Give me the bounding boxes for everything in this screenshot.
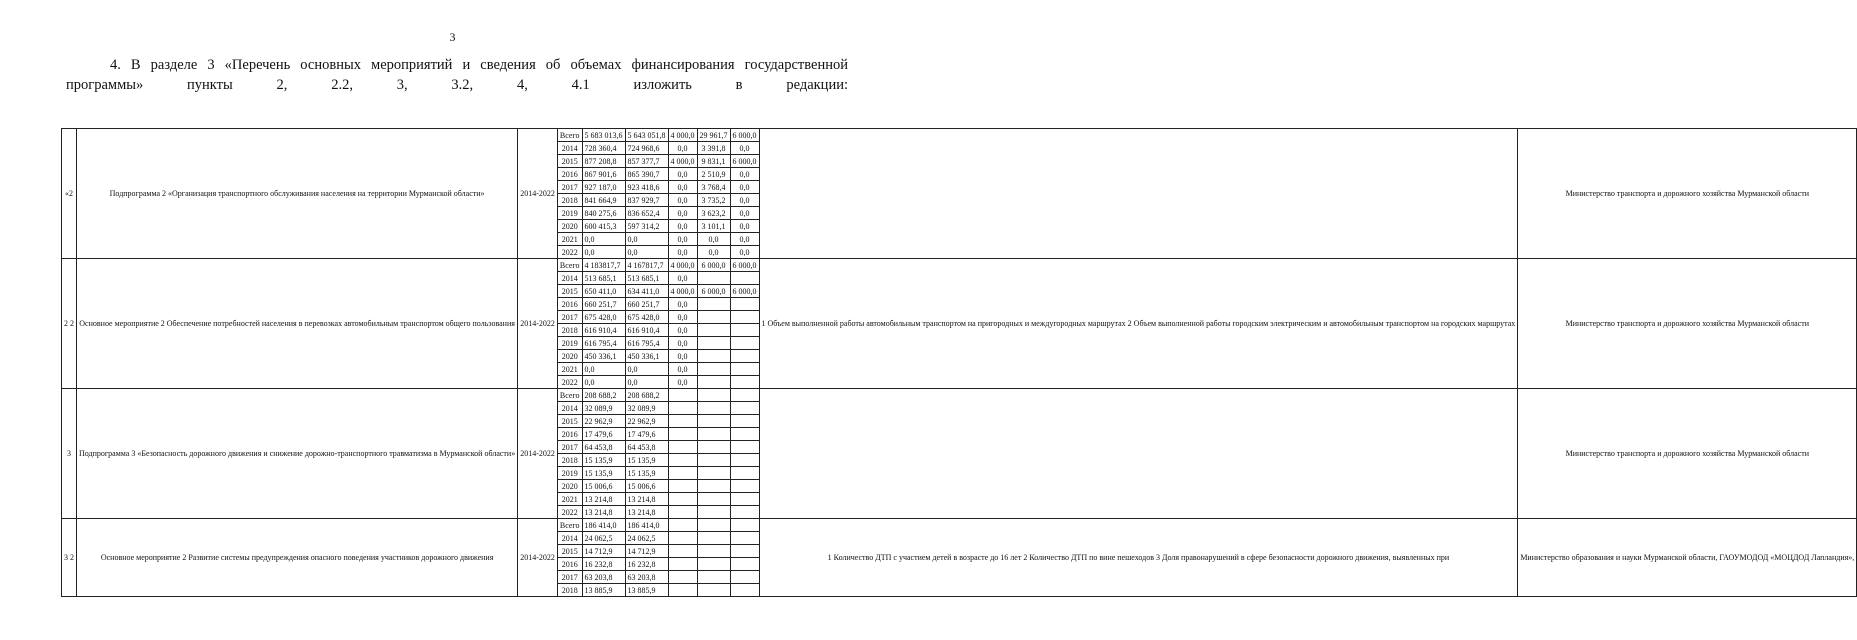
local-budget-cell [697,480,730,493]
year-cell: 2017 [557,311,582,324]
block-name: Основное мероприятие 2 Развитие системы предупреждения опасного поведения участников дорожного движения [77,519,518,597]
total-cell: 22 962,9 [582,415,625,428]
extra-budget-cell: 0,0 [730,207,759,220]
extra-budget-cell [730,467,759,480]
total-cell: 660 251,7 [582,298,625,311]
extra-budget-cell: 0,0 [730,168,759,181]
total-cell: 4 183817,7 [582,259,625,272]
regional-budget-cell: 32 089,9 [625,402,668,415]
federal-budget-cell: 0,0 [668,376,697,389]
extra-budget-cell [730,415,759,428]
intro-paragraph: 4. В разделе 3 «Перечень основных мероприятий и сведения об объемах финансирования государственной программы» пункты 2, 2.2, 3, 3.2, 4, 4.1 изложить в редакции: [66,57,848,93]
regional-budget-cell: 4 167817,7 [625,259,668,272]
local-budget-cell [697,584,730,597]
total-cell: 15 135,9 [582,454,625,467]
local-budget-cell [697,454,730,467]
year-cell: 2021 [557,233,582,246]
block-responsible: Министерство транспорта и дорожного хозяйства Мурманской области [1518,259,1857,389]
local-budget-cell [697,506,730,519]
local-budget-cell: 29 961,7 [697,129,730,142]
total-cell: 208 688,2 [582,389,625,402]
federal-budget-cell: 0,0 [668,337,697,350]
regional-budget-cell: 0,0 [625,363,668,376]
extra-budget-cell: 6 000,0 [730,259,759,272]
total-cell: 650 411,0 [582,285,625,298]
total-cell: 0,0 [582,246,625,259]
year-cell: 2022 [557,376,582,389]
federal-budget-cell [668,545,697,558]
block-name: Основное мероприятие 2 Обеспечение потребностей населения в перевозках автомобильным транспортом общего пользования [77,259,518,389]
regional-budget-cell: 0,0 [625,233,668,246]
regional-budget-cell: 0,0 [625,246,668,259]
extra-budget-cell [730,506,759,519]
year-cell: 2016 [557,298,582,311]
extra-budget-cell: 0,0 [730,181,759,194]
year-cell: 2014 [557,402,582,415]
year-cell: 2017 [557,571,582,584]
federal-budget-cell [668,415,697,428]
block-number: 3 2 [62,519,77,597]
federal-budget-cell: 0,0 [668,168,697,181]
regional-budget-cell: 13 214,8 [625,493,668,506]
total-cell: 840 275,6 [582,207,625,220]
local-budget-cell [697,350,730,363]
local-budget-cell: 3 101,1 [697,220,730,233]
extra-budget-cell [730,311,759,324]
federal-budget-cell [668,571,697,584]
block-responsible: Министерство транспорта и дорожного хозяйства Мурманской области [1518,129,1857,259]
total-cell: 63 203,8 [582,571,625,584]
federal-budget-cell: 0,0 [668,194,697,207]
extra-budget-cell: 6 000,0 [730,285,759,298]
year-cell: 2014 [557,532,582,545]
extra-budget-cell [730,584,759,597]
year-cell: 2015 [557,545,582,558]
local-budget-cell [697,493,730,506]
federal-budget-cell [668,519,697,532]
local-budget-cell [697,428,730,441]
table-row [62,259,1857,272]
year-cell: 2020 [557,480,582,493]
year-cell: 2016 [557,168,582,181]
federal-budget-cell: 0,0 [668,311,697,324]
local-budget-cell: 0,0 [697,233,730,246]
year-cell: 2017 [557,441,582,454]
block-indicator: 1 Количество ДТП с участием детей в возрасте до 16 лет 2 Количество ДТП по вине пешеходов 3 Доля правонарушений в сфере безопасности дорожного движения, выявленных при [759,519,1518,597]
local-budget-cell: 2 510,9 [697,168,730,181]
regional-budget-cell: 660 251,7 [625,298,668,311]
block-indicator: 1 Объем выполненной работы автомобильным транспортом на пригородных и междугородных маршрутах 2 Объем выполненной работы городским электрическим и автомобильным транспортом на городских маршрутах [759,259,1518,389]
extra-budget-cell [730,454,759,467]
federal-budget-cell: 0,0 [668,142,697,155]
regional-budget-cell: 837 929,7 [625,194,668,207]
federal-budget-cell: 0,0 [668,363,697,376]
block-number: 3 [62,389,77,519]
extra-budget-cell [730,441,759,454]
year-cell: 2015 [557,285,582,298]
local-budget-cell [697,389,730,402]
total-cell: 13 214,8 [582,506,625,519]
total-cell: 16 232,8 [582,558,625,571]
block-responsible: Министерство транспорта и дорожного хозяйства Мурманской области [1518,389,1857,519]
table-row [62,519,1857,532]
total-cell: 877 208,8 [582,155,625,168]
federal-budget-cell: 4 000,0 [668,129,697,142]
block-name: Подпрограмма 3 «Безопасность дорожного движения и снижение дорожно-транспортного травматизма в Мурманской области» [77,389,518,519]
year-cell: 2020 [557,350,582,363]
federal-budget-cell [668,584,697,597]
federal-budget-cell: 0,0 [668,207,697,220]
year-cell: 2021 [557,363,582,376]
local-budget-cell [697,415,730,428]
local-budget-cell [697,376,730,389]
year-cell: 2018 [557,324,582,337]
total-cell: 14 712,9 [582,545,625,558]
local-budget-cell [697,467,730,480]
federal-budget-cell [668,428,697,441]
extra-budget-cell: 0,0 [730,233,759,246]
regional-budget-cell: 63 203,8 [625,571,668,584]
block-period: 2014-2022 [518,259,558,389]
local-budget-cell [697,441,730,454]
year-cell: 2016 [557,558,582,571]
year-cell: Всего [557,519,582,532]
extra-budget-cell [730,428,759,441]
regional-budget-cell: 208 688,2 [625,389,668,402]
extra-budget-cell [730,519,759,532]
block-period: 2014-2022 [518,129,558,259]
year-cell: 2020 [557,220,582,233]
block-responsible: Министерство образования и науки Мурманской области, ГАОУМОДОД «МОЦДОД Лапландия», [1518,519,1857,597]
year-cell: 2019 [557,337,582,350]
extra-budget-cell [730,493,759,506]
total-cell: 450 336,1 [582,350,625,363]
extra-budget-cell [730,558,759,571]
federal-budget-cell [668,493,697,506]
total-cell: 24 062,5 [582,532,625,545]
local-budget-cell: 0,0 [697,246,730,259]
total-cell: 5 683 013,6 [582,129,625,142]
total-cell: 867 901,6 [582,168,625,181]
program-table [61,128,1857,597]
extra-budget-cell: 0,0 [730,194,759,207]
total-cell: 13 885,9 [582,584,625,597]
local-budget-cell: 3 735,2 [697,194,730,207]
extra-budget-cell [730,337,759,350]
regional-budget-cell: 24 062,5 [625,532,668,545]
year-cell: 2018 [557,454,582,467]
total-cell: 64 453,8 [582,441,625,454]
extra-budget-cell: 6 000,0 [730,129,759,142]
block-period: 2014-2022 [518,519,558,597]
local-budget-cell [697,337,730,350]
federal-budget-cell [668,532,697,545]
federal-budget-cell: 0,0 [668,233,697,246]
regional-budget-cell: 15 006,6 [625,480,668,493]
federal-budget-cell [668,389,697,402]
extra-budget-cell [730,402,759,415]
total-cell: 513 685,1 [582,272,625,285]
year-cell: Всего [557,129,582,142]
federal-budget-cell [668,480,697,493]
regional-budget-cell: 675 428,0 [625,311,668,324]
total-cell: 0,0 [582,233,625,246]
local-budget-cell [697,558,730,571]
federal-budget-cell: 4 000,0 [668,285,697,298]
year-cell: 2021 [557,493,582,506]
total-cell: 0,0 [582,376,625,389]
local-budget-cell [697,311,730,324]
federal-budget-cell [668,402,697,415]
federal-budget-cell: 0,0 [668,220,697,233]
regional-budget-cell: 16 232,8 [625,558,668,571]
block-number: 2 2 [62,259,77,389]
block-indicator [759,129,1518,259]
local-budget-cell: 3 391,8 [697,142,730,155]
federal-budget-cell: 0,0 [668,272,697,285]
regional-budget-cell: 13 214,8 [625,506,668,519]
federal-budget-cell: 0,0 [668,181,697,194]
extra-budget-cell [730,350,759,363]
total-cell: 616 910,4 [582,324,625,337]
year-cell: 2018 [557,584,582,597]
regional-budget-cell: 450 336,1 [625,350,668,363]
table-row [62,389,1857,402]
federal-budget-cell: 0,0 [668,324,697,337]
year-cell: Всего [557,259,582,272]
extra-budget-cell [730,272,759,285]
local-budget-cell: 9 831,1 [697,155,730,168]
extra-budget-cell: 0,0 [730,142,759,155]
regional-budget-cell: 13 885,9 [625,584,668,597]
regional-budget-cell: 186 414,0 [625,519,668,532]
year-cell: 2018 [557,194,582,207]
year-cell: 2016 [557,428,582,441]
table-row [62,129,1857,142]
local-budget-cell [697,272,730,285]
extra-budget-cell [730,389,759,402]
total-cell: 927 187,0 [582,181,625,194]
total-cell: 675 428,0 [582,311,625,324]
extra-budget-cell [730,571,759,584]
extra-budget-cell: 0,0 [730,220,759,233]
year-cell: 2017 [557,181,582,194]
extra-budget-cell [730,545,759,558]
block-number: «2 [62,129,77,259]
total-cell: 15 135,9 [582,467,625,480]
federal-budget-cell: 0,0 [668,298,697,311]
regional-budget-cell: 513 685,1 [625,272,668,285]
year-cell: 2019 [557,467,582,480]
federal-budget-cell [668,467,697,480]
total-cell: 0,0 [582,363,625,376]
local-budget-cell [697,363,730,376]
local-budget-cell [697,519,730,532]
regional-budget-cell: 14 712,9 [625,545,668,558]
federal-budget-cell [668,506,697,519]
regional-budget-cell: 597 314,2 [625,220,668,233]
federal-budget-cell: 4 000,0 [668,155,697,168]
local-budget-cell [697,324,730,337]
year-cell: 2022 [557,506,582,519]
year-cell: Всего [557,389,582,402]
block-indicator [759,389,1518,519]
federal-budget-cell: 4 000,0 [668,259,697,272]
regional-budget-cell: 616 795,4 [625,337,668,350]
local-budget-cell [697,298,730,311]
regional-budget-cell: 5 643 051,8 [625,129,668,142]
total-cell: 17 479,6 [582,428,625,441]
regional-budget-cell: 634 411,0 [625,285,668,298]
block-period: 2014-2022 [518,389,558,519]
regional-budget-cell: 64 453,8 [625,441,668,454]
total-cell: 841 664,9 [582,194,625,207]
local-budget-cell: 6 000,0 [697,285,730,298]
year-cell: 2019 [557,207,582,220]
regional-budget-cell: 22 962,9 [625,415,668,428]
year-cell: 2015 [557,155,582,168]
regional-budget-cell: 15 135,9 [625,467,668,480]
local-budget-cell [697,545,730,558]
regional-budget-cell: 616 910,4 [625,324,668,337]
regional-budget-cell: 857 377,7 [625,155,668,168]
total-cell: 15 006,6 [582,480,625,493]
total-cell: 728 360,4 [582,142,625,155]
regional-budget-cell: 836 652,4 [625,207,668,220]
year-cell: 2014 [557,142,582,155]
extra-budget-cell: 0,0 [730,246,759,259]
extra-budget-cell [730,324,759,337]
year-cell: 2015 [557,415,582,428]
local-budget-cell: 3 623,2 [697,207,730,220]
year-cell: 2022 [557,246,582,259]
local-budget-cell [697,402,730,415]
regional-budget-cell: 17 479,6 [625,428,668,441]
regional-budget-cell: 724 968,6 [625,142,668,155]
total-cell: 616 795,4 [582,337,625,350]
extra-budget-cell [730,376,759,389]
total-cell: 32 089,9 [582,402,625,415]
federal-budget-cell: 0,0 [668,350,697,363]
extra-budget-cell: 6 000,0 [730,155,759,168]
regional-budget-cell: 0,0 [625,376,668,389]
extra-budget-cell [730,532,759,545]
regional-budget-cell: 15 135,9 [625,454,668,467]
extra-budget-cell [730,298,759,311]
block-name: Подпрограмма 2 «Организация транспортного обслуживания населения на территории Мурманской области» [77,129,518,259]
total-cell: 186 414,0 [582,519,625,532]
extra-budget-cell [730,363,759,376]
federal-budget-cell [668,558,697,571]
local-budget-cell: 6 000,0 [697,259,730,272]
total-cell: 13 214,8 [582,493,625,506]
local-budget-cell [697,571,730,584]
page-number: 3 [449,30,456,44]
extra-budget-cell [730,480,759,493]
federal-budget-cell: 0,0 [668,246,697,259]
local-budget-cell: 3 768,4 [697,181,730,194]
federal-budget-cell [668,441,697,454]
regional-budget-cell: 865 390,7 [625,168,668,181]
regional-budget-cell: 923 418,6 [625,181,668,194]
total-cell: 600 415,3 [582,220,625,233]
local-budget-cell [697,532,730,545]
year-cell: 2014 [557,272,582,285]
federal-budget-cell [668,454,697,467]
